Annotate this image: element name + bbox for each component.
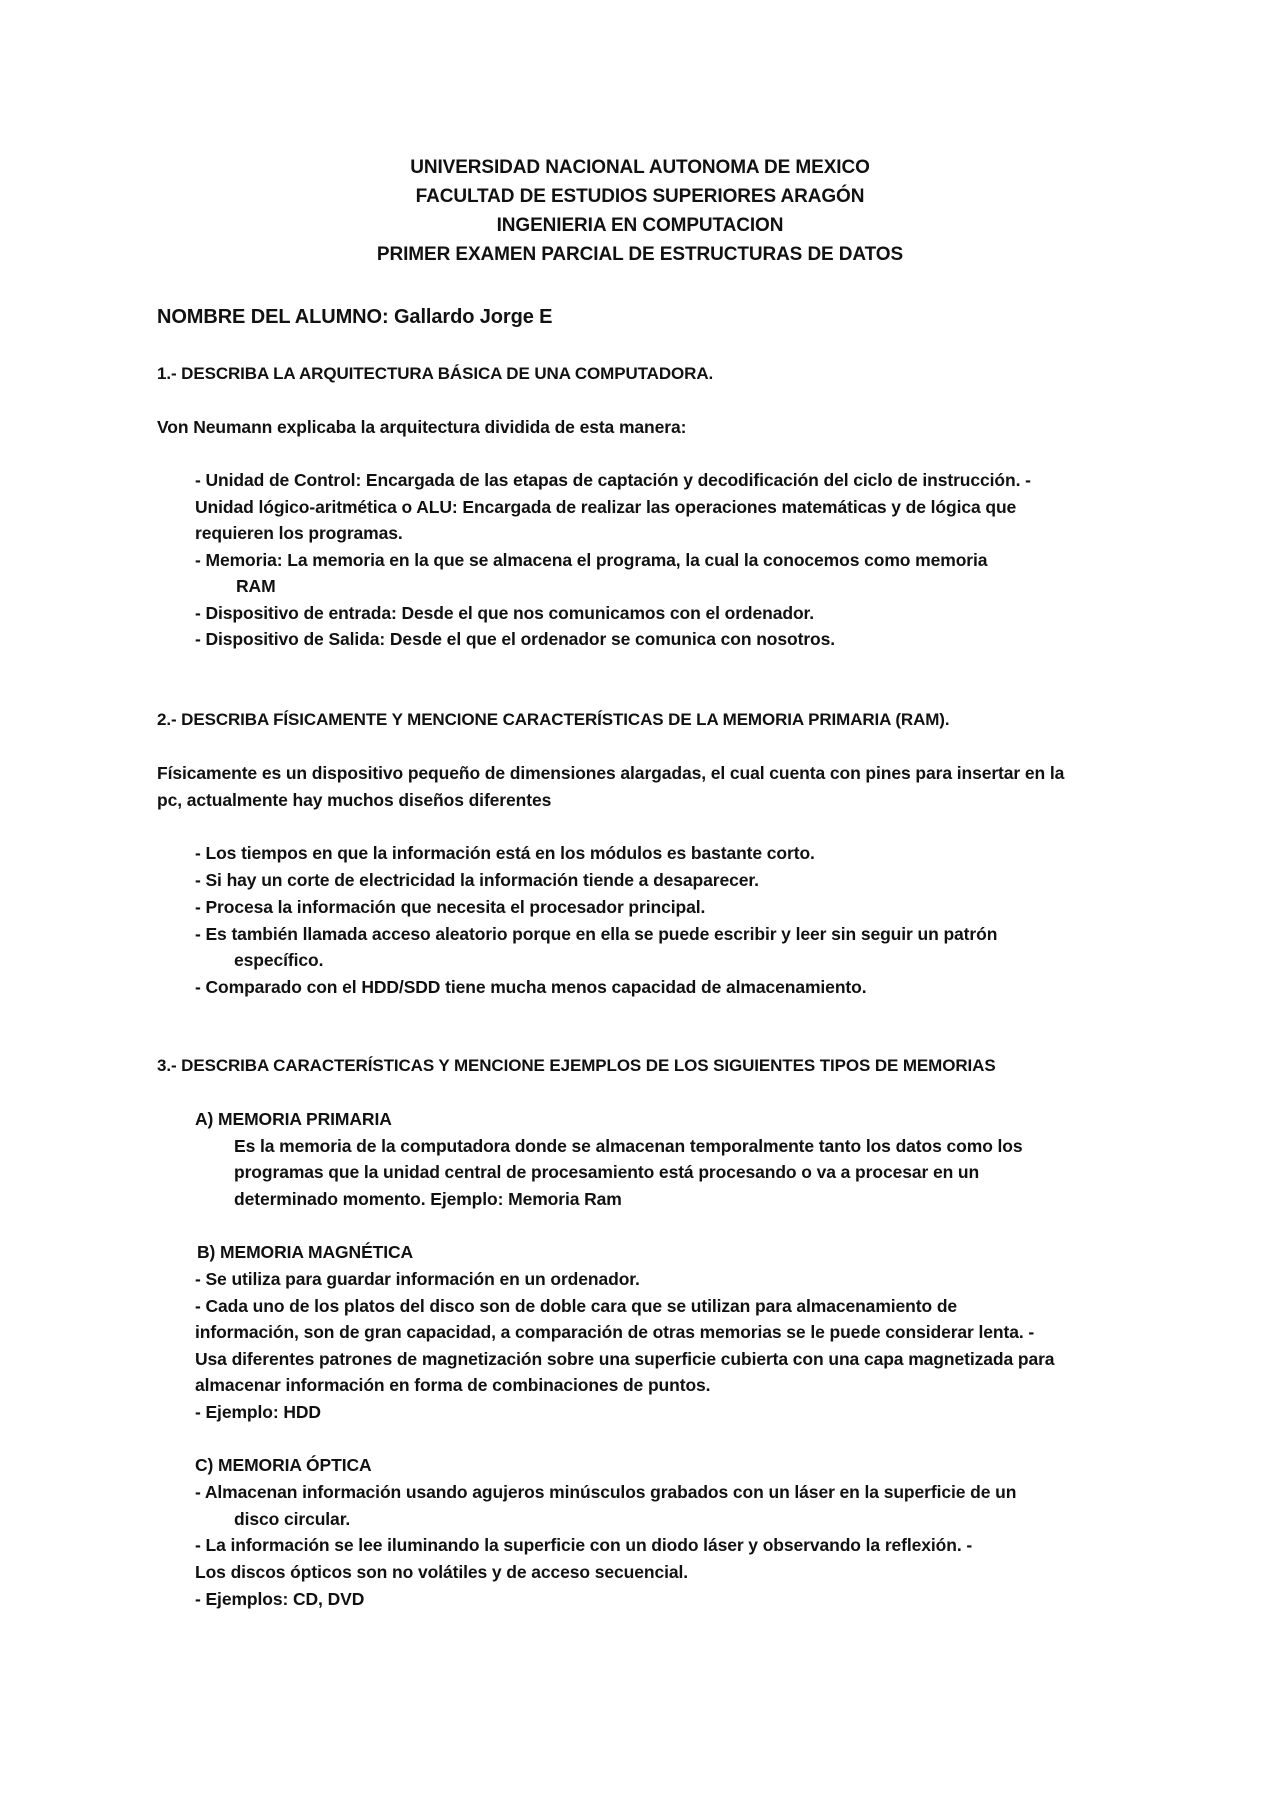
q3-b-line: - Cada uno de los platos del disco son de doble cara que se utilizan para almacenamiento de xyxy=(195,1296,958,1316)
q2-line: - Si hay un corte de electricidad la información tiende a desaparecer. xyxy=(195,870,759,890)
q1-line: requieren los programas. xyxy=(195,523,403,543)
q3-a-heading: A) MEMORIA PRIMARIA xyxy=(195,1109,392,1129)
q3-b-heading: B) MEMORIA MAGNÉTICA xyxy=(197,1242,414,1262)
q3-c-line: - Almacenan información usando agujeros minúsculos grabados con un láser en la superficie de un xyxy=(195,1482,1017,1502)
q3-a-line: Es la memoria de la computadora donde se almacenan temporalmente tanto los datos como los xyxy=(234,1136,1023,1156)
q1-line: - Memoria: La memoria en la que se almacena el programa, la cual la conocemos como memoria xyxy=(195,550,988,570)
q3-c-line: disco circular. xyxy=(234,1509,351,1529)
q1-line: - Unidad de Control: Encargada de las etapas de captación y decodificación del ciclo de instrucción. - xyxy=(195,470,1031,490)
q3-a-line: determinado momento. Ejemplo: Memoria Ram xyxy=(234,1189,622,1209)
q1-line: Unidad lógico-aritmética o ALU: Encargada de realizar las operaciones matemáticas y de lógica que xyxy=(195,497,1017,517)
q2-intro: pc, actualmente hay muchos diseños diferentes xyxy=(157,790,552,810)
header-university: UNIVERSIDAD NACIONAL AUTONOMA DE MEXICO xyxy=(410,157,870,178)
q3-a-line: programas que la unidad central de procesamiento está procesando o va a procesar en un xyxy=(234,1162,980,1182)
question-1: 1.- DESCRIBA LA ARQUITECTURA BÁSICA DE UNA COMPUTADORA. xyxy=(157,364,714,383)
header-career: INGENIERIA EN COMPUTACION xyxy=(496,215,784,236)
q2-intro: Físicamente es un dispositivo pequeño de dimensiones alargadas, el cual cuenta con pines para insertar en la xyxy=(157,763,1065,783)
header-exam: PRIMER EXAMEN PARCIAL DE ESTRUCTURAS DE DATOS xyxy=(376,244,904,265)
question-2: 2.- DESCRIBA FÍSICAMENTE Y MENCIONE CARACTERÍSTICAS DE LA MEMORIA PRIMARIA (RAM). xyxy=(157,710,950,729)
q1-intro: Von Neumann explicaba la arquitectura dividida de esta manera: xyxy=(157,417,687,437)
q3-b-line: - Se utiliza para guardar información en un ordenador. xyxy=(195,1269,640,1289)
q2-line: específico. xyxy=(234,950,324,970)
q1-line: - Dispositivo de Salida: Desde el que el ordenador se comunica con nosotros. xyxy=(195,629,836,649)
q2-line: - Los tiempos en que la información está en los módulos es bastante corto. xyxy=(195,843,815,863)
q3-c-line: - La información se lee iluminando la superficie con un diodo láser y observando la reflexión. - xyxy=(195,1535,973,1555)
q3-b-line: información, son de gran capacidad, a comparación de otras memorias se le puede considerar lenta. - xyxy=(195,1322,1035,1342)
q3-b-line: Usa diferentes patrones de magnetización sobre una superficie cubierta con una capa magnetizada para xyxy=(195,1349,1055,1369)
q3-c-line: - Ejemplos: CD, DVD xyxy=(195,1589,365,1609)
q2-line: - Comparado con el HDD/SDD tiene mucha menos capacidad de almacenamiento. xyxy=(195,977,867,997)
q2-line: - Procesa la información que necesita el procesador principal. xyxy=(195,897,706,917)
student-name: NOMBRE DEL ALUMNO: Gallardo Jorge E xyxy=(157,306,553,328)
q3-c-line: Los discos ópticos son no volátiles y de acceso secuencial. xyxy=(195,1562,689,1582)
q3-c-heading: C) MEMORIA ÓPTICA xyxy=(195,1455,372,1475)
q2-line: - Es también llamada acceso aleatorio porque en ella se puede escribir y leer sin seguir un patrón xyxy=(195,924,998,944)
q3-b-line: almacenar información en forma de combinaciones de puntos. xyxy=(195,1375,711,1395)
q1-line: - Dispositivo de entrada: Desde el que nos comunicamos con el ordenador. xyxy=(195,603,815,623)
header-faculty: FACULTAD DE ESTUDIOS SUPERIORES ARAGÓN xyxy=(415,186,865,207)
q1-line: RAM xyxy=(236,576,276,596)
q3-b-line: - Ejemplo: HDD xyxy=(195,1402,321,1422)
question-3: 3.- DESCRIBA CARACTERÍSTICAS Y MENCIONE EJEMPLOS DE LOS SIGUIENTES TIPOS DE MEMORIAS xyxy=(157,1056,996,1075)
